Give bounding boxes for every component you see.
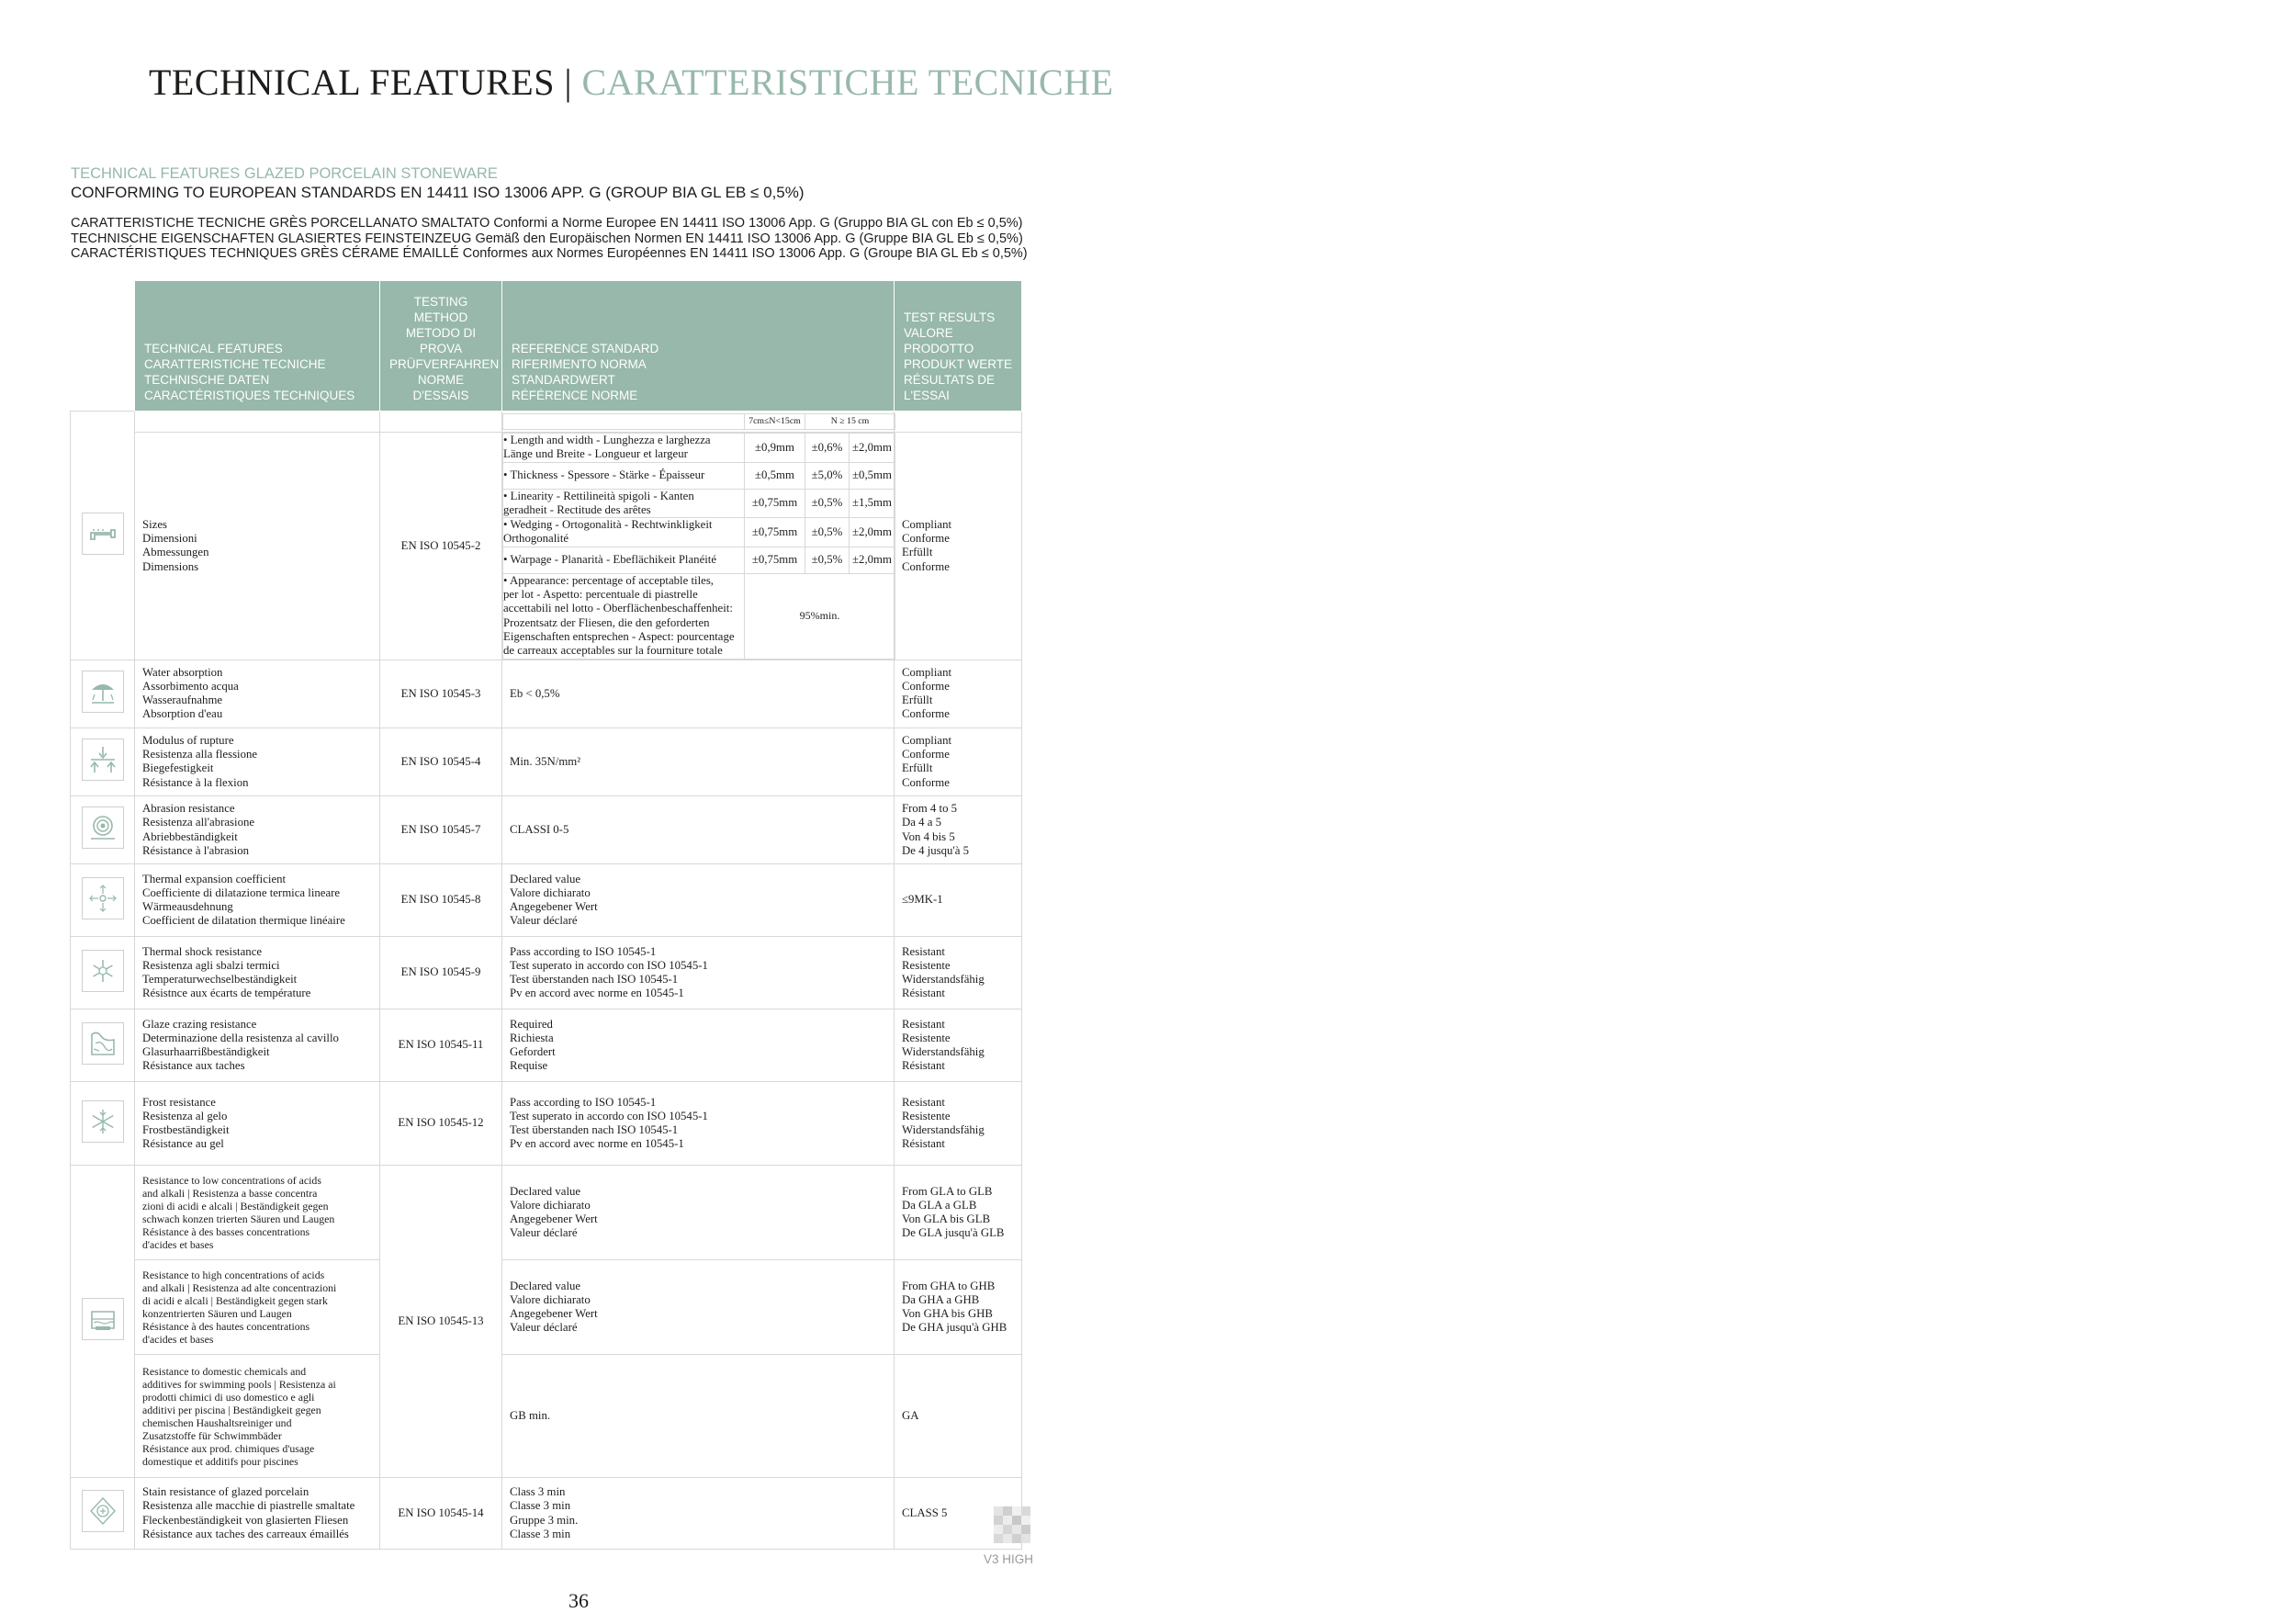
- water-absorption-icon: [82, 671, 124, 713]
- size-value-a: ±0,75mm: [745, 518, 805, 547]
- intro-it: CARATTERISTICHE TECNICHE GRÈS PORCELLANATO SMALTATO Conformi a Norme Europee EN 14411 ISO 13006 App. G (Gruppo BIA GL con Eb ≤ 0,5%): [71, 216, 1023, 231]
- sizes-reference: [502, 433, 895, 660]
- crazing-icon: [82, 1022, 124, 1065]
- bending-strength-icon: [82, 739, 124, 781]
- appearance-value: 95%min.: [745, 573, 895, 659]
- frost-icon: [82, 1100, 124, 1143]
- header-line: CARATTERISTICHE TECNICHE: [144, 357, 326, 371]
- page-title: [149, 61, 1114, 104]
- method-cell: EN ISO 10545-8: [380, 864, 502, 937]
- size-value-a: ±0,75mm: [745, 547, 805, 573]
- reference-cell: Required Richiesta Gefordert Requise: [502, 1009, 895, 1082]
- v3-variation-icon: [994, 1506, 1030, 1543]
- result-cell: Resistant Resistente Widerstandsfähig Résistant: [895, 937, 1022, 1009]
- header-method: [380, 281, 502, 412]
- feature-cell: Modulus of rupture Resistenza alla flessione Biegefestigkeit Résistance à la flexion: [135, 727, 380, 795]
- size-value-b: ±0,5%: [805, 518, 850, 547]
- reference-cell: Declared value Valore dichiarato Angegebener Wert Valeur déclaré: [502, 1260, 895, 1355]
- header-line: NORME D'ESSAIS: [412, 373, 469, 402]
- method-cell: EN ISO 10545-9: [380, 937, 502, 1009]
- feature-cell: Frost resistance Resistenza al gelo Frostbeständigkeit Résistance au gel: [135, 1082, 380, 1166]
- size-label: • Warpage - Planarità - Ebeflächikeit Planéité: [503, 547, 745, 573]
- col-large: N ≥ 15 cm: [805, 414, 895, 429]
- size-row: [503, 518, 895, 547]
- icon-cell: [71, 660, 135, 727]
- reference-cell: Declared value Valore dichiarato Angegebener Wert Valeur déclaré: [502, 864, 895, 937]
- table-row-glaze-crazing: [71, 1009, 1022, 1082]
- result-cell: Compliant Conforme Erfüllt Conforme: [895, 660, 1022, 727]
- feature-cell: Water absorption Assorbimento acqua Wasseraufnahme Absorption d'eau: [135, 660, 380, 727]
- feature-cell: Resistance to domestic chemicals and additives for swimming pools | Resistenza ai prodotti chimici di uso domestico e agli additivi per piscina | Beständigkeit gegen chemischen Haushaltsreiniger und Zusatzstoffe für Schwimmbäder Résistance aux prod. chimiques d'usage domestique et additifs pour piscines: [135, 1355, 380, 1478]
- size-label: • Length and width - Lunghezza e larghezza Länge und Breite - Longueur et largeur: [503, 434, 745, 463]
- intro-fr: CARACTÉRISTIQUES TECHNIQUES GRÈS CÉRAME ÉMAILLÉ Conformes aux Normes Européennes EN 14411 ISO 13006 App. G (Groupe BIA GL Eb ≤ 0,5%): [71, 246, 1028, 261]
- technical-table: [70, 280, 1022, 1550]
- method-cell: EN ISO 10545-4: [380, 727, 502, 795]
- feature-cell: Resistance to low concentrations of acids and alkali | Resistenza a basse concentra zioni di acidi e alcali | Beständigkeit gegen schwach konzen trierten Säuren und Laugen Résistance à des basses concentrations d'acides et bases: [135, 1166, 380, 1260]
- feature-cell: Abrasion resistance Resistenza all'abrasione Abriebbeständigkeit Résistance à l'abrasion: [135, 795, 380, 863]
- header-line: L'ESSAI: [904, 389, 950, 402]
- reference-cell: Class 3 min Classe 3 min Gruppe 3 min. Classe 3 min: [502, 1478, 895, 1550]
- size-value-c: ±0,5mm: [850, 462, 895, 489]
- feature-cell: Glaze crazing resistance Determinazione della resistenza al cavillo Glasurhaarrißbeständigkeit Résistance aux taches: [135, 1009, 380, 1082]
- result-line: Compliant: [902, 517, 952, 531]
- size-label: • Linearity - Rettilineità spigoli - Kanten geradheit - Rectitude des arêtes: [503, 489, 745, 518]
- result-cell: Compliant Conforme Erfüllt Conforme: [895, 727, 1022, 795]
- table-row-chemical-low: [71, 1166, 1022, 1260]
- header-icon-spacer: [71, 281, 135, 412]
- variation-label: V3 HIGH: [984, 1552, 1034, 1566]
- header-line: RIFERIMENTO NORMA: [512, 357, 647, 371]
- sizes-feature: [135, 433, 380, 660]
- result-line: Conforme: [902, 559, 950, 573]
- feature-cell: Thermal expansion coefficient Coefficiente di dilatazione termica lineare Wärmeausdehnung Coefficient de dilatation thermique linéaire: [135, 864, 380, 937]
- table-row-sizes-detail: [71, 433, 1022, 660]
- size-value-c: ±2,0mm: [850, 518, 895, 547]
- size-row: [503, 489, 895, 518]
- method-cell: EN ISO 10545-12: [380, 1082, 502, 1166]
- page-number: 36: [568, 1589, 589, 1612]
- header-line: TECHNICAL FEATURES: [144, 342, 283, 355]
- sizes-spacer: [380, 412, 502, 433]
- header-line: CARACTÉRISTIQUES TECHNIQUES: [144, 389, 355, 402]
- result-cell: CLASS 5: [895, 1478, 1022, 1550]
- header-line: RÉSULTATS DE: [904, 373, 996, 387]
- method-cell: EN ISO 10545-13: [380, 1166, 502, 1478]
- result-cell: From 4 to 5 Da 4 a 5 Von 4 bis 5 De 4 jusqu'à 5: [895, 795, 1022, 863]
- feature-cell: Thermal shock resistance Resistenza agli sbalzi termici Temperaturwechselbeständigkeit Résistnce aux écarts de température: [135, 937, 380, 1009]
- table-row-modulus-of-rupture: [71, 727, 1022, 795]
- table-row-sizes: [71, 412, 1022, 433]
- thermal-expansion-icon: [82, 877, 124, 919]
- sizes-result: [895, 433, 1022, 660]
- header-reference: [502, 281, 895, 412]
- col-small: 7cm≤N<15cm: [745, 414, 805, 429]
- size-value-b: ±0,5%: [805, 489, 850, 518]
- sizes-method: EN ISO 10545-2: [380, 433, 502, 660]
- result-cell: Resistant Resistente Widerstandsfähig Résistant: [895, 1082, 1022, 1166]
- intro-de: TECHNISCHE EIGENSCHAFTEN GLASIERTES FEINSTEINZEUG Gemäß den Europäischen Normen EN 14411 ISO 13006 App. G (Gruppe BIA GL Eb ≤ 0,5%): [71, 231, 1023, 246]
- sizes-col-heads: [502, 412, 895, 433]
- feature-cell: Stain resistance of glazed porcelain Resistenza alle macchie di piastrelle smaltate Fleckenbeständigkeit von glasierten Fliesen Résistance aux taches des carreaux émaillés: [135, 1478, 380, 1550]
- size-value-b: ±0,6%: [805, 434, 850, 463]
- header-line: PRÜFVERFAHREN: [389, 357, 500, 371]
- header-line: TEST RESULTS: [904, 310, 996, 324]
- size-label: • Thickness - Spessore - Stärke - Épaisseur: [503, 462, 745, 489]
- reference-cell: Pass according to ISO 10545-1 Test superato in accordo con ISO 10545-1 Test überstanden nach ISO 10545-1 Pv en accord avec norme en 10545-1: [502, 937, 895, 1009]
- table-row-stain: [71, 1478, 1022, 1550]
- table-header: [71, 281, 1022, 412]
- header-line: RÉFÉRENCE NORME: [512, 389, 638, 402]
- icon-cell: [71, 1009, 135, 1082]
- reference-cell: Eb < 0,5%: [502, 660, 895, 727]
- header-line: TECHNISCHE DATEN: [144, 373, 270, 387]
- icon-cell: [71, 937, 135, 1009]
- reference-cell: CLASSI 0-5: [502, 795, 895, 863]
- size-value-c: ±2,0mm: [850, 547, 895, 573]
- reference-cell: GB min.: [502, 1355, 895, 1478]
- title-en: TECHNICAL FEATURES: [149, 62, 555, 103]
- table-row-chemical-high: [71, 1260, 1022, 1355]
- header-features: [135, 281, 380, 412]
- reference-cell: Declared value Valore dichiarato Angegebener Wert Valeur déclaré: [502, 1166, 895, 1260]
- sizes-spacer: [135, 412, 380, 433]
- header-results: [895, 281, 1022, 412]
- icon-cell: [71, 727, 135, 795]
- result-cell: ≤9MK-1: [895, 864, 1022, 937]
- appearance-label: • Appearance: percentage of acceptable tiles, per lot - Aspetto: percentuale di piastrelle accettabili nel lotto - Oberflächenbeschaffenheit: Prozentsatz der Fliesen, die den geforderten Eigenschaften entsprechen - Aspect: pourcentage de carreaux acceptables sur la fourniture totale: [503, 573, 745, 659]
- size-value-b: ±5,0%: [805, 462, 850, 489]
- icon-cell: [71, 795, 135, 863]
- header-line: PRODUKT WERTE: [904, 357, 1013, 371]
- header-line: REFERENCE STANDARD: [512, 342, 659, 355]
- intro-conforming: CONFORMING TO EUROPEAN STANDARDS EN 14411 ISO 13006 APP. G (GROUP BIA GL EB ≤ 0,5%): [71, 184, 805, 201]
- table-row-abrasion: [71, 795, 1022, 863]
- header-line: VALORE PRODOTTO: [904, 326, 974, 355]
- title-it: CARATTERISTICHE TECNICHE: [581, 62, 1114, 103]
- icon-cell: [71, 1478, 135, 1550]
- header-line: TESTING METHOD: [413, 295, 468, 324]
- size-row: [503, 547, 895, 573]
- result-cell: From GHA to GHB Da GHA a GHB Von GHA bis GHB De GHA jusqu'à GHB: [895, 1260, 1022, 1355]
- size-value-a: ±0,5mm: [745, 462, 805, 489]
- stain-resistance-icon: [82, 1490, 124, 1532]
- table-row-chemical-domestic: [71, 1355, 1022, 1478]
- result-cell: From GLA to GLB Da GLA a GLB Von GLA bis GLB De GLA jusqu'à GLB: [895, 1166, 1022, 1260]
- sizes-icon-cell: [71, 412, 135, 660]
- size-label: • Wedging - Ortogonalità - Rechtwinkligkeit Orthogonalité: [503, 518, 745, 547]
- table-row-thermal-expansion: [71, 864, 1022, 937]
- method-cell: EN ISO 10545-14: [380, 1478, 502, 1550]
- size-value-a: ±0,9mm: [745, 434, 805, 463]
- icon-cell: [71, 864, 135, 937]
- header-line: STANDARDWERT: [512, 373, 615, 387]
- result-line: Conforme: [902, 531, 950, 545]
- size-row: [503, 462, 895, 489]
- result-cell: GA: [895, 1355, 1022, 1478]
- feature-line: Sizes: [142, 517, 168, 531]
- result-cell: Resistant Resistente Widerstandsfähig Résistant: [895, 1009, 1022, 1082]
- appearance-row: [503, 573, 895, 659]
- chemical-resistance-icon: [82, 1298, 124, 1340]
- title-separator: |: [564, 62, 572, 103]
- thermal-shock-icon: [82, 950, 124, 992]
- icon-cell: [71, 1082, 135, 1166]
- feature-cell: Resistance to high concentrations of acids and alkali | Resistenza ad alte concentrazioni di acidi e alcali | Beständigkeit gegen stark konzentrierten Säuren und Laugen Résistance à des hautes concentrations d'acides et bases: [135, 1260, 380, 1355]
- intro-subtitle: TECHNICAL FEATURES GLAZED PORCELAIN STONEWARE: [71, 165, 498, 182]
- method-cell: EN ISO 10545-11: [380, 1009, 502, 1082]
- size-value-a: ±0,75mm: [745, 489, 805, 518]
- header-line: METODO DI PROVA: [405, 326, 477, 355]
- reference-cell: Min. 35N/mm²: [502, 727, 895, 795]
- size-value-b: ±0,5%: [805, 547, 850, 573]
- method-cell: EN ISO 10545-7: [380, 795, 502, 863]
- table-row-frost: [71, 1082, 1022, 1166]
- sizes-spacer: [895, 412, 1022, 433]
- abrasion-icon: [82, 806, 124, 849]
- feature-line: Dimensions: [142, 559, 199, 573]
- size-value-c: ±2,0mm: [850, 434, 895, 463]
- size-value-c: ±1,5mm: [850, 489, 895, 518]
- table-row-thermal-shock: [71, 937, 1022, 1009]
- method-cell: EN ISO 10545-3: [380, 660, 502, 727]
- feature-line: Dimensioni: [142, 531, 197, 545]
- icon-cell: [71, 1166, 135, 1478]
- feature-line: Abmessungen: [142, 546, 209, 559]
- size-row: [503, 434, 895, 463]
- ruler-icon: [82, 513, 124, 555]
- table-row-water-absorption: [71, 660, 1022, 727]
- reference-cell: Pass according to ISO 10545-1 Test superato in accordo con ISO 10545-1 Test überstanden nach ISO 10545-1 Pv en accord avec norme en 10545-1: [502, 1082, 895, 1166]
- result-line: Erfüllt: [902, 546, 933, 559]
